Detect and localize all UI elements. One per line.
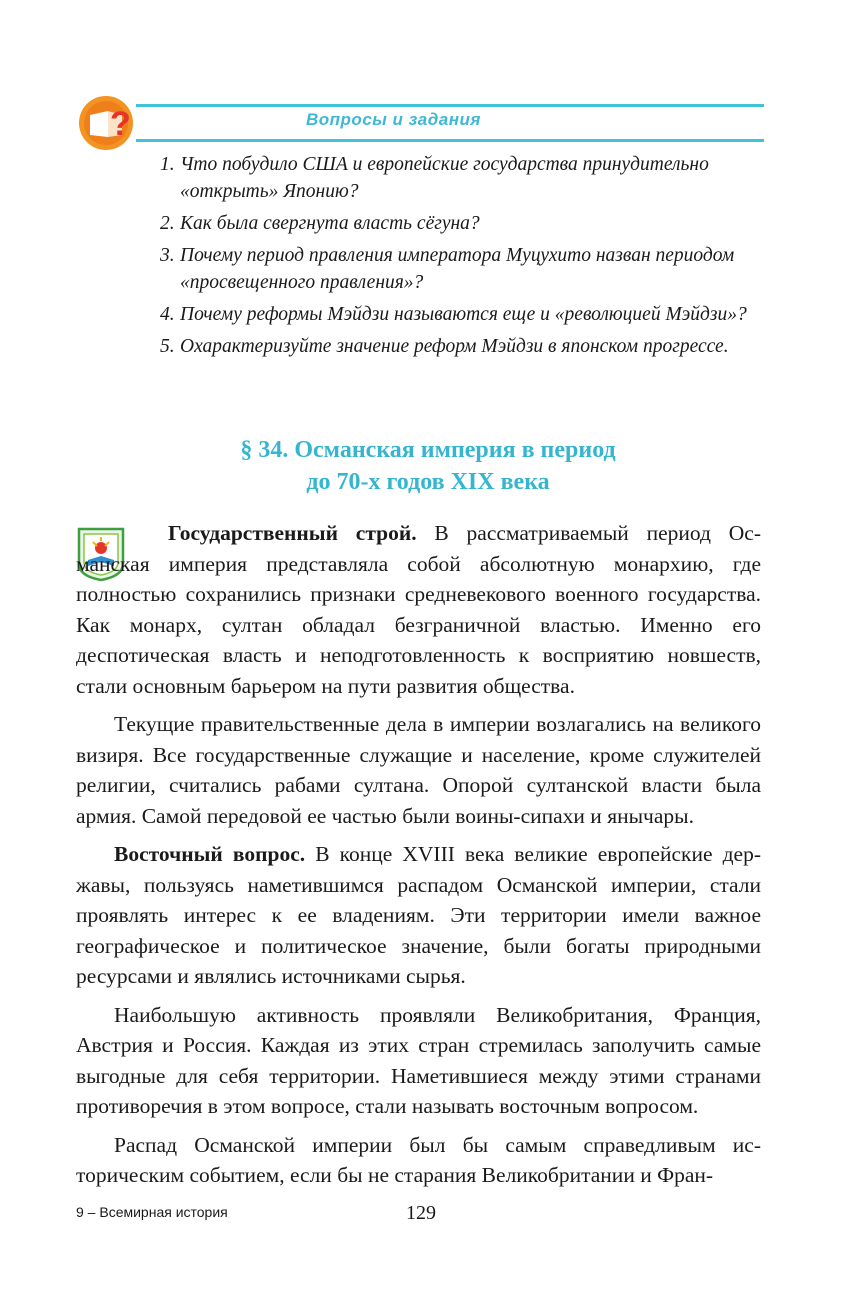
questions-title: Вопросы и задания (306, 110, 481, 129)
paragraph (76, 1000, 761, 1122)
paragraph-text: Наибольшую активность проявляли Великобритания, Франция, Австрия и Россия. Каждая из этих стран стремилась заполучить самые выгодные для себя территории. Наметившиеся между этими странами противоречия в этом вопросе, стали называть восточным вопросом. (76, 1002, 761, 1118)
questions-list (160, 151, 750, 365)
paragraph-text: В рассматриваемый период Османская империя представляла собой абсолютную монархию, где полностью сохранились признаки средневекового военного государства. Как монарх, султан обладал безграничной властью. Именно его деспотическая власть и неподготовленность к восприятию новшеств, стали основным барьером на пути развития общества. (76, 521, 762, 698)
questions-header (78, 92, 764, 154)
question-number: 4. (160, 304, 175, 325)
paragraph (76, 709, 761, 831)
body-text (76, 518, 761, 1199)
questions-rule-bottom (136, 139, 764, 142)
section-title-line-2: до 70-х годов XIX века (306, 469, 550, 495)
question-text: Что побудило США и европейские государства принудительно «открыть» Японию? (180, 154, 709, 202)
question-number: 5. (160, 336, 175, 357)
question-item (160, 242, 750, 296)
question-item (160, 301, 750, 328)
question-number: 3. (160, 245, 175, 266)
question-number: 1. (160, 154, 175, 175)
section-title-line-1: § 34. Османская империя в период (240, 437, 616, 463)
question-text: Почему реформы Мэйдзи называются еще и «революцией Мэйдзи»? (180, 304, 747, 325)
paragraph (76, 518, 761, 701)
paragraph-text: Распад Османской империи был бы самым справедливым историческим событием, если бы не старания Великобритании и Фран- (76, 1132, 761, 1187)
paragraph-lead: Государственный строй. (168, 521, 417, 545)
question-text: Охарактеризуйте значение реформ Мэйдзи в японском прогрессе. (180, 336, 729, 357)
question-text: Почему период правления императора Муцухито назван периодом «просвещенного правления»? (180, 245, 735, 293)
question-mark-icon (78, 95, 134, 151)
question-item (160, 333, 750, 360)
paragraph-text: В конце XVIII века великие европейские державы, пользуясь наметившимся распадом Османской империи, стали проявлять интерес к ее владениям. Эти территории имели важное географическое и политическое значение, были богаты природными ресурсами и являлись источниками сырья. (76, 842, 761, 988)
questions-rule-top (136, 104, 764, 107)
page-number: 129 (406, 1202, 436, 1224)
paragraph (76, 839, 761, 992)
question-item (160, 151, 750, 205)
footer-book-title: 9 – Всемирная история (76, 1204, 228, 1220)
section-title (150, 434, 706, 498)
paragraph-lead: Восточный вопрос. (114, 842, 306, 866)
question-item (160, 210, 750, 237)
question-text: Как была свергнута власть сёгуна? (180, 213, 480, 234)
paragraph (76, 1130, 761, 1191)
svg-text:?: ? (110, 105, 131, 143)
paragraph-text: Текущие правительственные дела в империи возлагались на великого визиря. Все государственные служащие и население, кроме служителей религии, считались рабами султана. Опорой султанской власти была армия. Самой передовой ее частью были воины-сипахи и янычары. (76, 712, 761, 828)
question-number: 2. (160, 213, 175, 234)
